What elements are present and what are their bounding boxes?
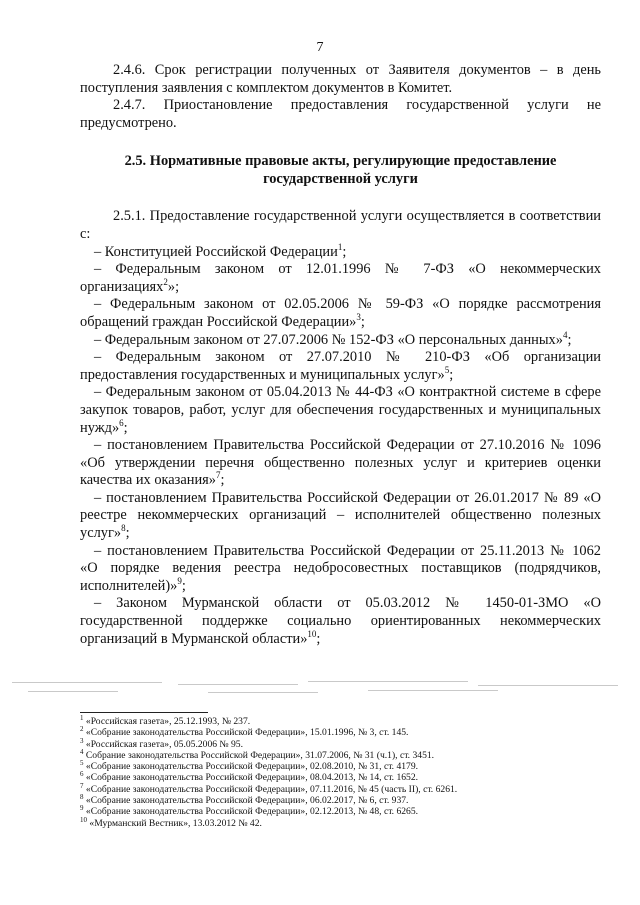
section-heading-2-5: 2.5. Нормативные правовые акты, регулирующие предоставление государственной услуги [124, 153, 557, 188]
paragraph-2-5-1: 2.5.1. Предоставление государственной услуги осуществляется в соответствии с: [80, 208, 601, 242]
footnote-ref: 9 [177, 576, 182, 587]
list-item: – Федеральным законом от 12.01.1996 № 7-ФЗ «О некоммерческих организациях$^2$»; [80, 261, 601, 295]
list-item: – постановлением Правительства Российской Федерации от 25.11.2013 № 1062 «О порядке ведения реестра недобросовестных поставщиков (подрядчиков, исполнителей)»$^9$; [80, 542, 601, 594]
footnote-ref: 1 [337, 241, 343, 252]
paragraph-2-4-6: 2.4.6. Срок регистрации полученных от Заявителя документов – в день поступления заявления с комплектом документов в Комитет. [80, 62, 601, 96]
footnote-divider [80, 712, 208, 713]
footnote: $^9$ «Собрание законодательства Российской Федерации», 02.12.2013, № 48, ст. 6265. [80, 804, 419, 818]
footnote: $^3$ «Российская газета», 05.05.2006 № 95. [80, 736, 243, 750]
list-item: – Федеральным законом от 27.07.2006 № 152-ФЗ «О персональных данных»$^4$; [94, 329, 572, 348]
list-item: – постановлением Правительства Российской Федерации от 27.10.2016 № 1096 «Об утверждении перечня общественно полезных услуг и критериев оценки качества их оказания»$^7$; [80, 437, 601, 489]
footnote-ref: 3 [356, 312, 361, 323]
footnote: $^1$ «Российская газета», 25.12.1993, № 237. [80, 713, 251, 727]
page-number: 7 [316, 40, 324, 55]
footnote: $^{10}$ «Мурманский Вестник», 13.03.2012 № 42. [80, 815, 262, 829]
footnote-ref: 7 [215, 470, 221, 481]
list-item: – Федеральным законом от 02.05.2006 № 59-ФЗ «О порядке рассмотрения обращений граждан Российской Федерации»$^3$; [80, 296, 601, 330]
footnote: $^8$ «Собрание законодательства Российской Федерации», 06.02.2017, № 6, ст. 937. [80, 792, 409, 807]
footnote: $^5$ «Собрание законодательства Российской Федерации», 02.08.2010, № 31, ст. 4179. [80, 759, 419, 773]
footnote-ref: 2 [163, 276, 168, 287]
document-body [80, 62, 601, 648]
list-item: – постановлением Правительства Российской Федерации от 26.01.2017 № 89 «О реестре некоммерческих организаций – исполнителей общественно полезных услуг»$^8$; [80, 489, 601, 542]
footnote-ref: 8 [121, 523, 126, 534]
footnote: $^6$ «Собрание законодательства Российской Федерации», 08.04.2013, № 14, ст. 1652. [80, 770, 419, 784]
list-item: – Законом Мурманской области от 05.03.2012 № 1450-01-ЗМО «О государственной поддержке социально ориентированных некоммерческих организаций в Мурманской области»$^{10}$; [80, 595, 601, 647]
paragraph-2-4-7: 2.4.7. Приостановление предоставления государственной услуги не предусмотрено. [80, 97, 601, 131]
footnote-ref: 5 [444, 364, 450, 375]
scan-noise [8, 678, 628, 698]
footnotes [80, 713, 601, 829]
footnote: $^2$ «Собрание законодательства Российской Федерации», 15.01.1996, № 3, ст. 145. [80, 725, 409, 739]
list-item: – Федеральным законом от 05.04.2013 № 44-ФЗ «О контрактной системе в сфере закупок товаров, работ, услуг для обеспечения государственных и муниципальных нужд»$^6$; [80, 384, 601, 436]
footnote: $^4$ Собрание законодательства Российской Федерации», 31.07.2006, № 31 (ч.1), ст. 3451. [80, 747, 435, 761]
footnote-ref: 6 [119, 417, 124, 428]
footnote-ref: 4 [562, 329, 568, 340]
list-item: – Конституцией Российской Федерации$^1$; [94, 241, 347, 260]
footnote: $^7$ «Собрание законодательства Российской Федерации», 07.11.2016, № 45 (часть II), ст. 6261. [80, 781, 458, 795]
footnote-ref: 10 [307, 628, 317, 639]
list-item: – Федеральным законом от 27.07.2010 № 210-ФЗ «Об организации предоставления государственных и муниципальных услуг»$^5$; [80, 349, 601, 383]
